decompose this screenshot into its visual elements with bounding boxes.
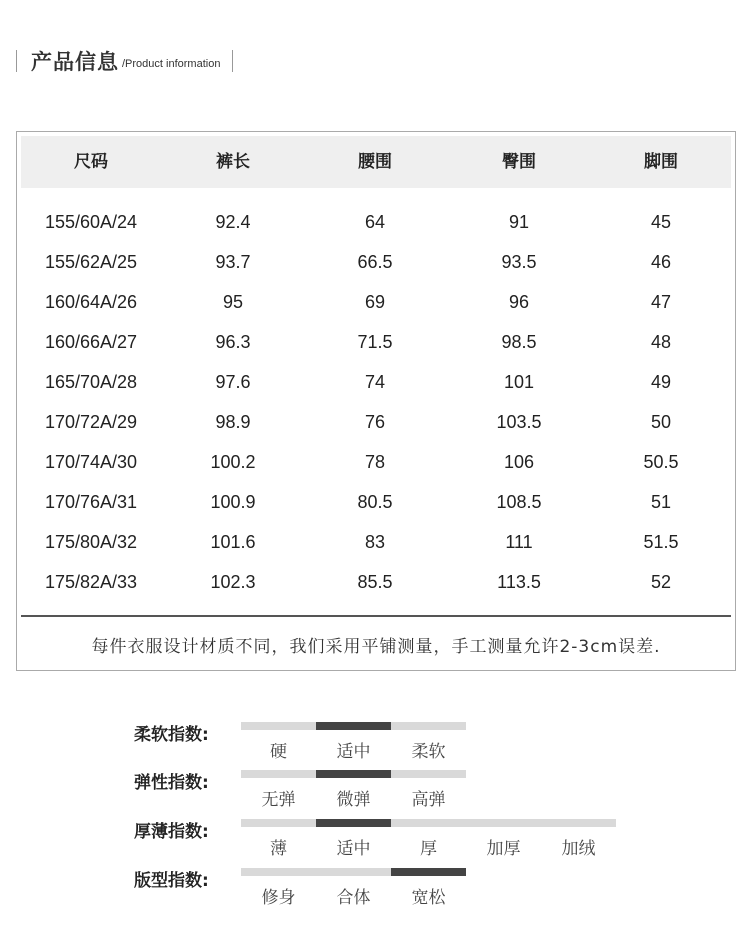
header-right-divider <box>232 50 233 72</box>
index-scale <box>241 770 466 778</box>
cell-size: 160/64A/26 <box>44 292 138 312</box>
cell-waist: 76 <box>364 412 386 432</box>
scale-segment-selected <box>316 819 391 827</box>
table-row <box>17 362 735 402</box>
table-row <box>17 202 735 242</box>
cell-waist: 85.5 <box>357 572 393 592</box>
cell-hip: 101 <box>503 372 535 392</box>
index-option: 微弹 <box>336 790 371 810</box>
cell-waist: 78 <box>364 452 386 472</box>
table-row <box>17 522 735 562</box>
scale-segment <box>391 819 466 827</box>
cell-hip: 96 <box>508 292 530 312</box>
index-label: 弹性指数: <box>134 773 209 793</box>
index-option: 高弹 <box>411 790 446 810</box>
cell-length: 95 <box>222 292 244 312</box>
cell-size: 175/80A/32 <box>44 532 138 552</box>
cell-length: 98.9 <box>215 412 251 432</box>
index-option: 合体 <box>336 888 371 908</box>
scale-segment <box>241 770 316 778</box>
cell-hip: 106 <box>503 452 535 472</box>
cell-size: 155/62A/25 <box>44 252 138 272</box>
cell-size: 160/66A/27 <box>44 332 138 352</box>
cell-length: 97.6 <box>215 372 251 392</box>
cell-size: 170/74A/30 <box>44 452 138 472</box>
cell-size: 165/70A/28 <box>44 372 138 392</box>
index-scale <box>241 722 466 730</box>
cell-leg-opening: 48 <box>650 332 672 352</box>
cell-waist: 80.5 <box>357 492 393 512</box>
cell-size: 155/60A/24 <box>44 212 138 232</box>
column-header-size: 尺码 <box>74 152 108 172</box>
table-row <box>17 442 735 482</box>
cell-length: 96.3 <box>215 332 251 352</box>
cell-leg-opening: 50.5 <box>643 452 679 472</box>
cell-length: 101.6 <box>210 532 256 552</box>
index-option: 厚 <box>420 839 437 859</box>
index-option: 适中 <box>336 839 371 859</box>
table-divider <box>21 615 731 617</box>
cell-hip: 113.5 <box>497 572 541 592</box>
index-option: 修身 <box>261 888 296 908</box>
index-scale <box>241 868 466 876</box>
index-label: 版型指数: <box>134 871 209 891</box>
cell-hip: 111 <box>505 532 533 552</box>
section-header <box>16 46 233 76</box>
cell-leg-opening: 46 <box>650 252 672 272</box>
column-header-length: 裤长 <box>216 152 250 172</box>
cell-waist: 71.5 <box>357 332 393 352</box>
cell-size: 170/76A/31 <box>44 492 138 512</box>
scale-segment-selected <box>391 868 466 876</box>
scale-segment <box>391 722 466 730</box>
index-option: 柔软 <box>411 742 446 762</box>
scale-segment <box>241 868 316 876</box>
cell-length: 102.3 <box>210 572 256 592</box>
size-table <box>16 131 736 671</box>
column-header-waist: 腰围 <box>358 152 392 172</box>
cell-leg-opening: 52 <box>650 572 672 592</box>
cell-waist: 66.5 <box>357 252 393 272</box>
scale-segment <box>466 819 541 827</box>
index-option: 硬 <box>270 742 287 762</box>
cell-hip: 103.5 <box>496 412 542 432</box>
cell-leg-opening: 51 <box>650 492 672 512</box>
cell-waist: 69 <box>364 292 386 312</box>
scale-segment <box>316 868 391 876</box>
scale-segment-selected <box>316 722 391 730</box>
cell-length: 92.4 <box>215 212 251 232</box>
table-row <box>17 402 735 442</box>
index-label: 柔软指数: <box>134 725 209 745</box>
table-body <box>17 202 735 602</box>
cell-hip: 93.5 <box>501 252 537 272</box>
measurement-note: 每件衣服设计材质不同，我们采用平铺测量，手工测量允许2-3cm误差. <box>91 637 661 657</box>
table-row <box>17 482 735 522</box>
cell-leg-opening: 51.5 <box>643 532 679 552</box>
section-title: 产品信息 <box>31 50 119 74</box>
cell-waist: 64 <box>364 212 386 232</box>
index-option: 加绒 <box>561 839 596 859</box>
scale-segment <box>241 819 316 827</box>
cell-length: 100.2 <box>210 452 256 472</box>
column-header-hip: 臀围 <box>502 152 536 172</box>
index-option: 无弹 <box>261 790 296 810</box>
table-row <box>17 242 735 282</box>
scale-segment <box>241 722 316 730</box>
table-header <box>21 136 731 188</box>
cell-leg-opening: 50 <box>650 412 672 432</box>
scale-segment <box>541 819 616 827</box>
cell-leg-opening: 47 <box>650 292 672 312</box>
table-row <box>17 562 735 602</box>
index-scale <box>241 819 616 827</box>
table-row <box>17 282 735 322</box>
cell-leg-opening: 45 <box>650 212 672 232</box>
scale-segment <box>391 770 466 778</box>
column-header-leg-opening: 脚围 <box>644 152 678 172</box>
cell-length: 100.9 <box>210 492 256 512</box>
cell-waist: 74 <box>364 372 386 392</box>
cell-waist: 83 <box>364 532 386 552</box>
cell-size: 175/82A/33 <box>44 572 138 592</box>
cell-length: 93.7 <box>215 252 251 272</box>
table-row <box>17 322 735 362</box>
cell-hip: 91 <box>508 212 530 232</box>
cell-size: 170/72A/29 <box>44 412 138 432</box>
scale-segment-selected <box>316 770 391 778</box>
cell-hip: 108.5 <box>496 492 542 512</box>
index-option: 加厚 <box>486 839 521 859</box>
header-left-divider <box>16 50 17 72</box>
index-option: 宽松 <box>411 888 446 908</box>
section-subtitle: /Product information <box>122 58 221 70</box>
index-option: 薄 <box>270 839 287 859</box>
index-option: 适中 <box>336 742 371 762</box>
index-label: 厚薄指数: <box>134 822 209 842</box>
cell-hip: 98.5 <box>501 332 537 352</box>
cell-leg-opening: 49 <box>650 372 672 392</box>
